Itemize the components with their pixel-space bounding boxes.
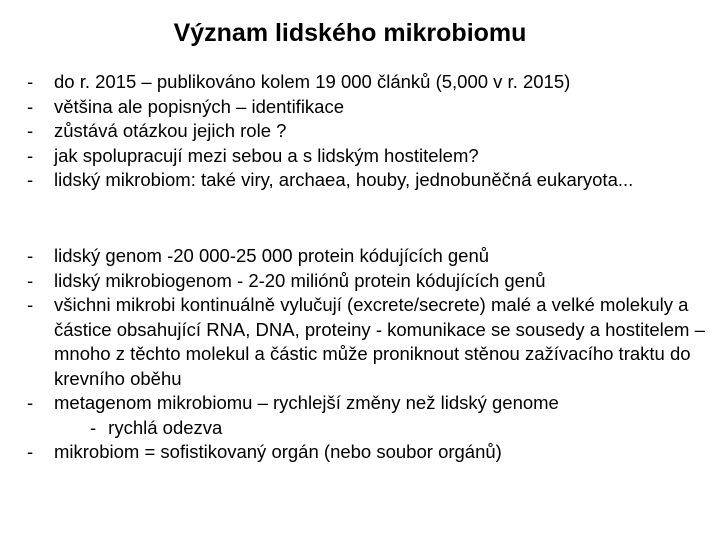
dash-marker: - <box>27 169 34 190</box>
list-item <box>27 119 713 144</box>
list-item <box>27 70 713 95</box>
list-item-text: jak spolupracují mezi sebou a s lidským hostitelem? <box>54 144 479 166</box>
dash-marker: - <box>27 392 34 413</box>
list-item <box>27 293 713 391</box>
list-item <box>27 244 713 269</box>
dash-marker: - <box>27 71 34 92</box>
list-item <box>27 95 713 120</box>
list-item <box>27 391 713 440</box>
dash-marker: - <box>27 95 34 117</box>
list-item-text: lidský mikrobiom: také viry, archaea, houby, jednobuněčná eukaryota... <box>54 169 634 190</box>
list-item <box>27 144 713 169</box>
dash-marker: - <box>27 441 34 462</box>
sub-list-item-text: rychlá odezva <box>108 416 223 438</box>
list-item <box>27 269 713 294</box>
list-item-text: lidský mikrobiogenom - 2-20 miliónů protein kódujících genů <box>54 269 546 291</box>
list-item-text: lidský genom -20 000-25 000 protein kódujících genů <box>54 245 490 266</box>
slide-title: Význam lidského mikrobiomu <box>173 19 527 47</box>
dash-marker: - <box>27 294 34 315</box>
dash-marker: - <box>27 144 34 166</box>
sub-list-item <box>54 416 713 441</box>
list-item-text: metagenom mikrobiomu – rychlejší změny než lidský genome <box>54 392 559 413</box>
list-item-text: všichni mikrobi kontinuálně vylučují (excrete/secrete) malé a velké molekuly a částice obsahující RNA, DNA, proteiny - komunikace se sousedy a hostitelem – mnoho z těchto molekul a částic může proniknout stěnou zažívacího traktu do krevního oběhu <box>54 294 705 389</box>
list-item <box>27 440 713 465</box>
dash-marker: - <box>90 416 97 438</box>
dash-marker: - <box>27 120 34 141</box>
list-item-text: mikrobiom = sofistikovaný orgán (nebo soubor orgánů) <box>54 441 502 462</box>
dash-marker: - <box>27 269 34 291</box>
bullet-list-1 <box>27 70 713 193</box>
list-item-text: do r. 2015 – publikováno kolem 19 000 článků (5,000 v r. 2015) <box>54 71 571 92</box>
list-item <box>27 168 713 193</box>
bullet-list-2 <box>27 244 713 465</box>
dash-marker: - <box>27 245 34 266</box>
list-item-text: zůstává otázkou jejich role ? <box>54 120 287 141</box>
list-item-text: většina ale popisných – identifikace <box>54 95 345 117</box>
